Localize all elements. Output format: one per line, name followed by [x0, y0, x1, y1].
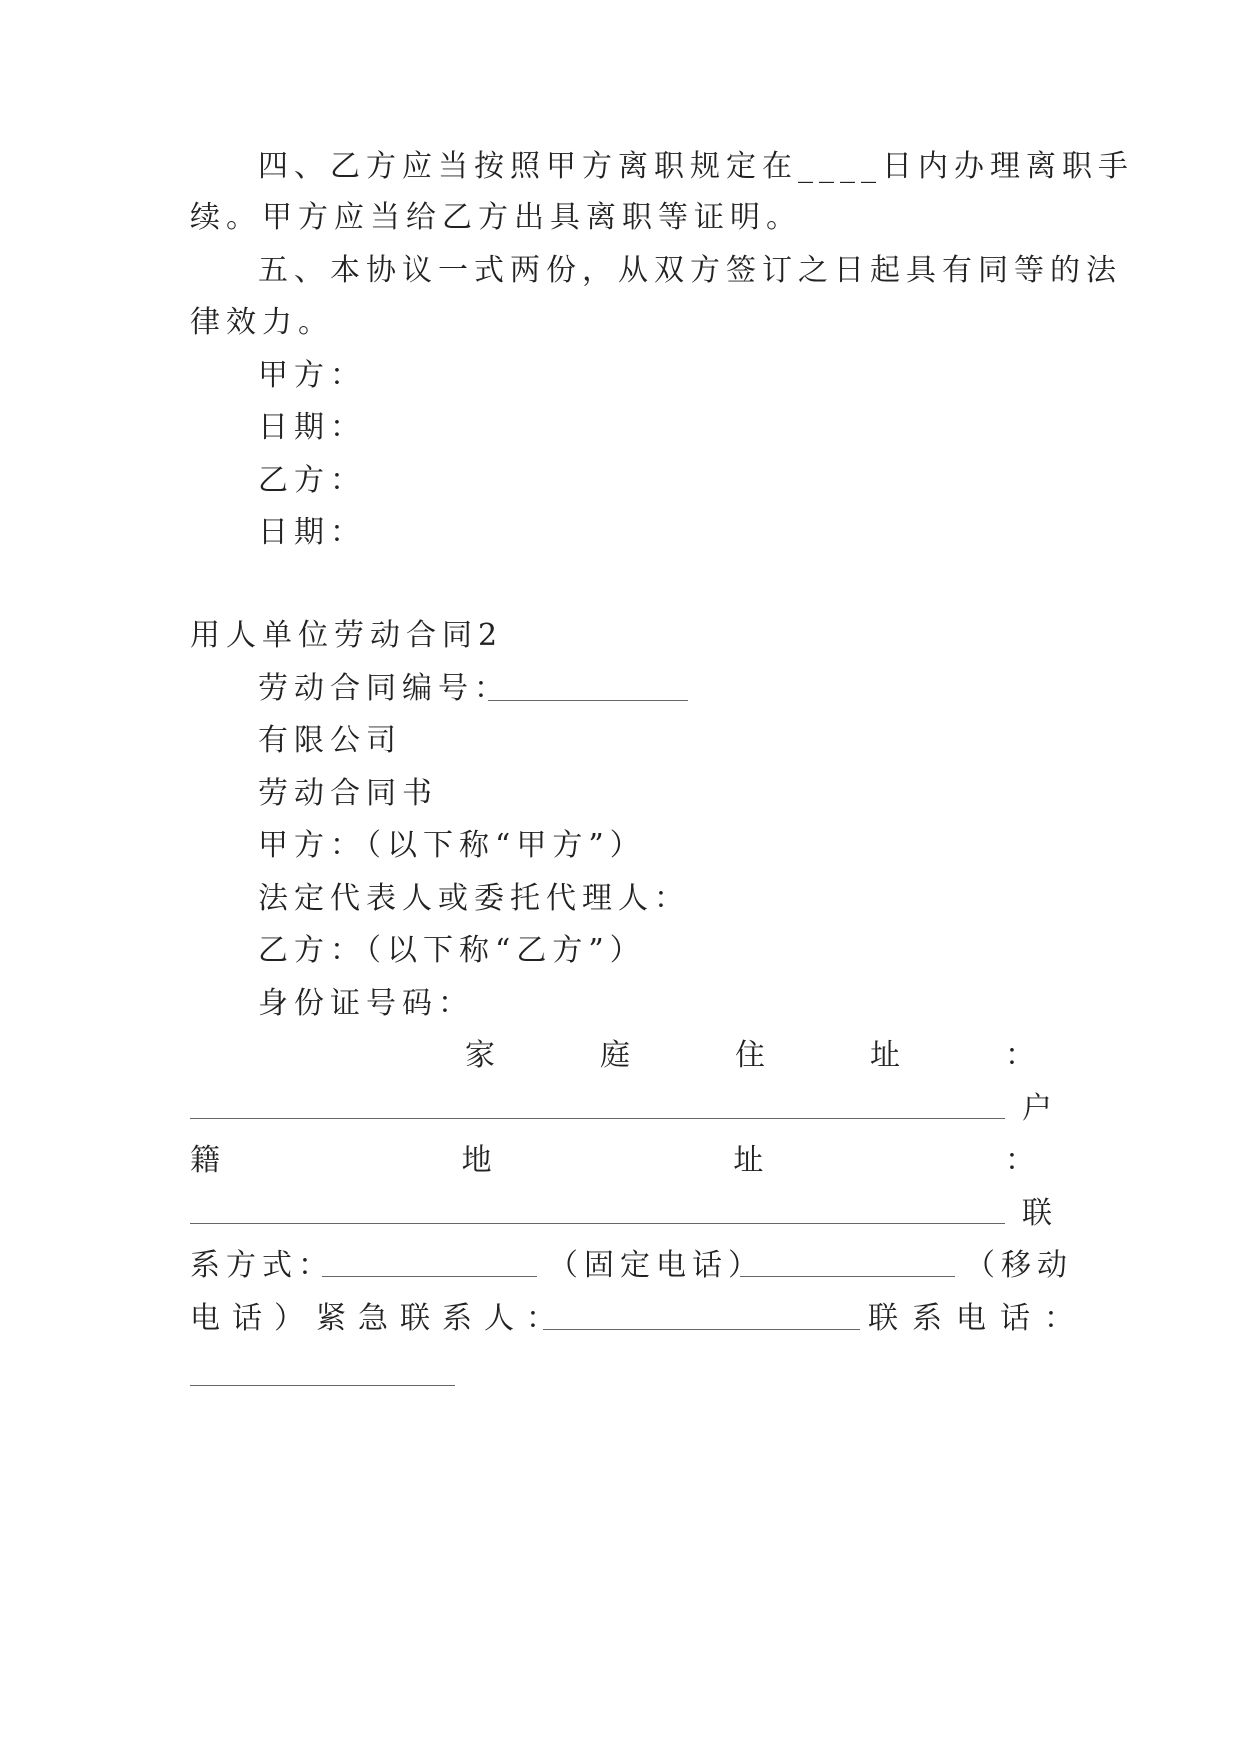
clause-5-line-1: 五、本协议一式两份，从双方签订之日起具有同等的法 [258, 253, 1122, 288]
contract-number-blank [488, 700, 688, 701]
hu-char: 户 [1022, 1091, 1058, 1126]
contract-number-label: 劳动合同编号： [258, 671, 510, 706]
home-address-char: 住 [735, 1038, 765, 1073]
signature-party-a: 甲方： [258, 358, 366, 393]
contract-2-heading: 用人单位劳动合同2 [190, 618, 504, 653]
home-address-char: 家 [465, 1038, 495, 1073]
lian-char: 联 [1022, 1196, 1058, 1231]
contact-phone-blank [190, 1385, 455, 1386]
signature-date-b: 日期： [258, 515, 366, 550]
registered-address-char: 籍 [190, 1143, 220, 1178]
contract-book-title: 劳动合同书 [258, 776, 438, 811]
home-address-label [465, 1036, 1035, 1076]
emergency-contact-blank [543, 1329, 860, 1330]
home-address-char: 庭 [600, 1038, 630, 1073]
mobile-phone-blank [740, 1276, 955, 1277]
registered-address-label [190, 1141, 1035, 1181]
clause-5-line-2: 律效力。 [190, 305, 334, 340]
mobile-phone-label: （移动 [965, 1248, 1073, 1283]
contact-phone-label: 联系电话： [868, 1301, 1088, 1336]
registered-address-char: 址 [733, 1143, 764, 1178]
legal-representative-line: 法定代表人或委托代理人： [258, 881, 690, 916]
clause-4-line-1: 四、乙方应当按照甲方离职规定在____日内办理离职手 [258, 149, 1134, 184]
emergency-contact-label: 电话）紧急联系人： [190, 1301, 568, 1336]
home-address-char: ： [1005, 1038, 1035, 1073]
party-b-line: 乙方：（以下称“乙方”） [258, 933, 646, 968]
id-number-line: 身份证号码： [258, 986, 474, 1021]
fixed-phone-label: （固定电话） [548, 1248, 764, 1283]
home-address-char: 址 [870, 1038, 900, 1073]
registered-address-blank [190, 1223, 1005, 1224]
party-a-line: 甲方：（以下称“甲方”） [258, 828, 646, 863]
signature-party-b: 乙方： [258, 463, 366, 498]
company-name-line: 有限公司 [258, 723, 402, 758]
home-address-blank [190, 1118, 1005, 1119]
fixed-phone-blank [322, 1276, 537, 1277]
contact-method-label: 系方式： [190, 1248, 334, 1283]
registered-address-char: 地 [461, 1143, 492, 1178]
registered-address-char: ： [1004, 1143, 1035, 1178]
clause-4-line-2: 续。甲方应当给乙方出具离职等证明。 [190, 200, 802, 235]
signature-date-a: 日期： [258, 410, 366, 445]
